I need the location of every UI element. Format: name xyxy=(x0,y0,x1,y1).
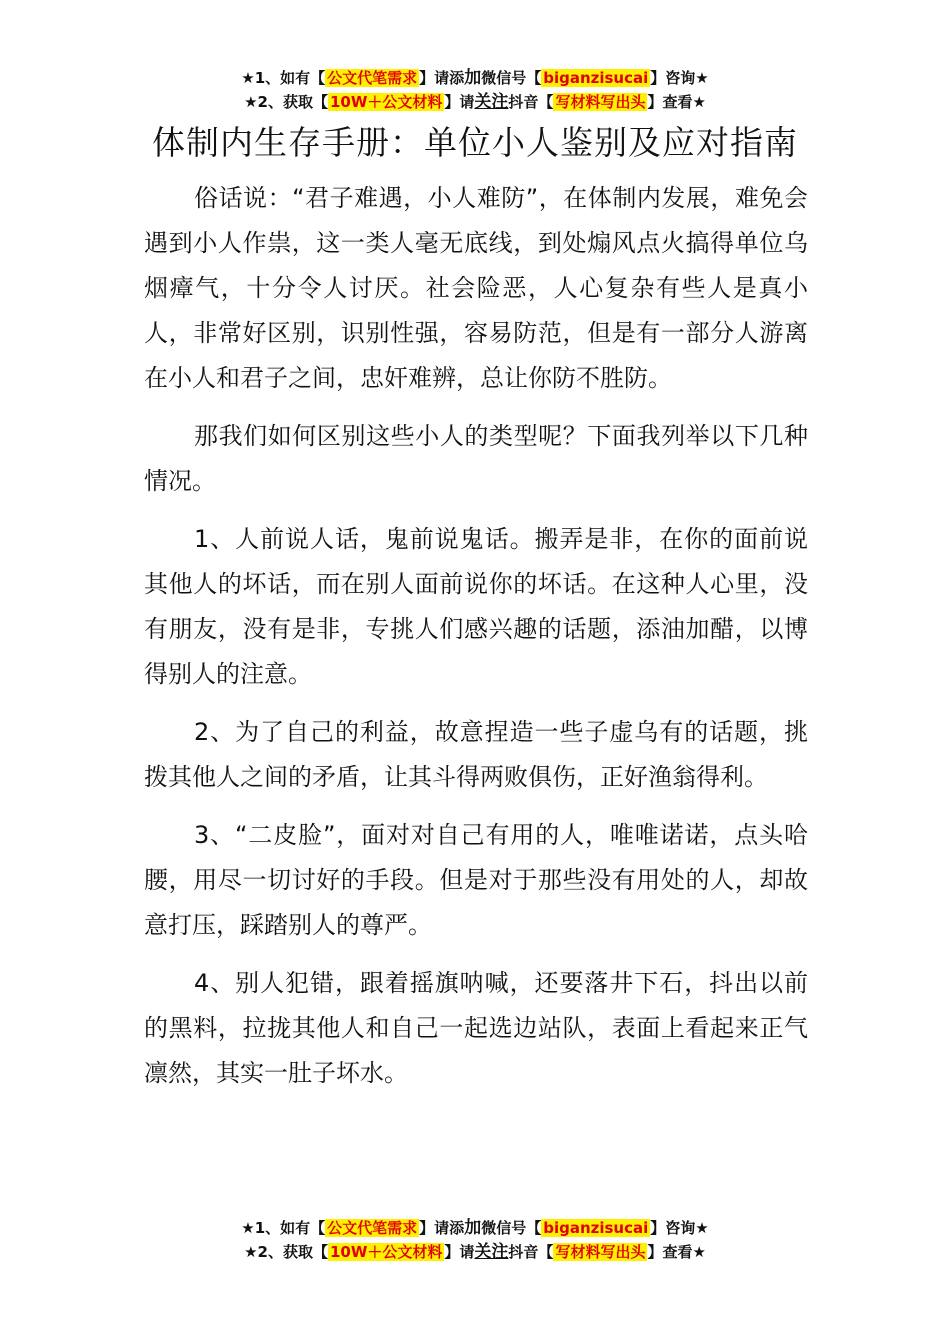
banner-line-2-suffix: 】查看★ xyxy=(647,93,706,111)
footer-line-1-emphasis: 加 xyxy=(464,1218,482,1238)
paragraph-item-4: 4、别人犯错，跟着摇旗呐喊，还要落井下石，抖出以前的黑料，拉拢其他人和自己一起选边站队，表面上看起来正气凛然，其实一肚子坏水。 xyxy=(144,969,808,1087)
footer-line-2-mid2: 抖音【 xyxy=(508,1243,554,1261)
banner-highlight-douyin: 写材料写出头 xyxy=(555,93,646,111)
footer-line-2-emphasis: 关注 xyxy=(474,1242,509,1262)
footer-banner xyxy=(0,1216,950,1264)
document-body xyxy=(144,176,808,1109)
footer-highlight-wechat-id: biganzisucai xyxy=(543,1219,649,1237)
banner-line-2-prefix: ★2、获取【 xyxy=(244,93,328,111)
paragraph-item-1: 1、人前说人话，鬼前说鬼话。搬弄是非，在你的面前说其他人的坏话，而在别人面前说你的坏话。在这种人心里，没有朋友，没有是非，专挑人们感兴趣的话题，添油加醋，以博得别人的注意。 xyxy=(144,525,808,688)
banner-line-1-prefix: ★1、如有【 xyxy=(241,69,326,87)
banner-line-2-mid2: 抖音【 xyxy=(508,93,554,111)
paragraph-question: 那我们如何区别这些小人的类型呢？下面我列举以下几种情况。 xyxy=(144,422,808,495)
paragraph-item-2: 2、为了自己的利益，故意捏造一些子虚乌有的话题，挑拨其他人之间的矛盾，让其斗得两败俱伤，正好渔翁得利。 xyxy=(144,718,808,791)
banner-line-1-mid: 】请添 xyxy=(419,69,465,87)
footer-line-1-suffix: 】咨询★ xyxy=(650,1219,709,1237)
banner-line-1 xyxy=(0,66,950,90)
banner-line-2 xyxy=(0,90,950,114)
paragraph-item-3: 3、“二皮脸”，面对对自己有用的人，唯唯诺诺，点头哈腰，用尽一切讨好的手段。但是对于那些没有用处的人，却故意打压，踩踏别人的尊严。 xyxy=(144,821,808,939)
header-banner xyxy=(0,66,950,114)
banner-line-2-mid: 】请 xyxy=(444,93,475,111)
banner-line-1-emphasis: 加 xyxy=(464,68,482,88)
footer-banner-line-1 xyxy=(0,1216,950,1240)
footer-line-1-mid2: 微信号【 xyxy=(481,1219,542,1237)
footer-line-1-prefix: ★1、如有【 xyxy=(241,1219,326,1237)
footer-line-2-suffix: 】查看★ xyxy=(647,1243,706,1261)
banner-line-2-emphasis: 关注 xyxy=(474,92,509,112)
footer-highlight-service: 公文代笔需求 xyxy=(327,1219,418,1237)
footer-highlight-materials: 10W＋公文材料 xyxy=(329,1243,443,1261)
banner-line-1-suffix: 】咨询★ xyxy=(650,69,709,87)
banner-line-1-mid2: 微信号【 xyxy=(481,69,542,87)
document-title: 体制内生存手册：单位小人鉴别及应对指南 xyxy=(152,123,798,162)
paragraph-intro: 俗话说：“君子难遇，小人难防”，在体制内发展，难免会遇到小人作祟，这一类人毫无底线，到处煽风点火搞得单位乌烟瘴气，十分令人讨厌。社会险恶，人心复杂有些人是真小人，非常好区别，识别性强，容易防范，但是有一部分人游离在小人和君子之间，忠奸难辨，总让你防不胜防。 xyxy=(144,184,808,392)
footer-line-2-prefix: ★2、获取【 xyxy=(244,1243,328,1261)
banner-highlight-service: 公文代笔需求 xyxy=(327,69,418,87)
footer-banner-line-2 xyxy=(0,1240,950,1264)
footer-line-2-mid: 】请 xyxy=(444,1243,475,1261)
footer-line-1-mid: 】请添 xyxy=(419,1219,465,1237)
banner-highlight-materials: 10W＋公文材料 xyxy=(329,93,443,111)
footer-highlight-douyin: 写材料写出头 xyxy=(555,1243,646,1261)
banner-highlight-wechat-id: biganzisucai xyxy=(543,69,649,87)
